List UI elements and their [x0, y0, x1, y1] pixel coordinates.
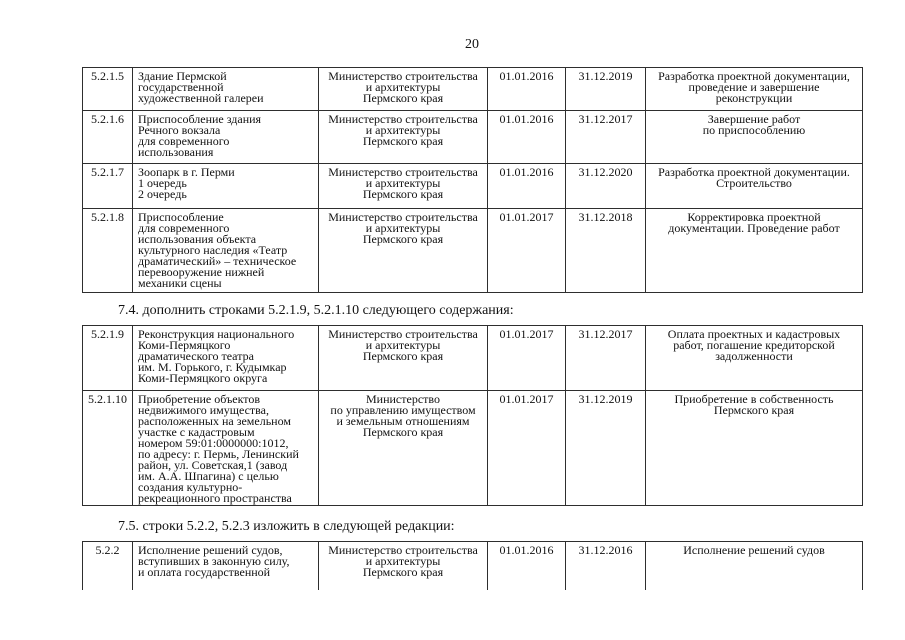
cell-object: Здание Пермской государственной художественной галереи — [133, 68, 319, 111]
cell-result: Приобретение в собственность Пермского края — [646, 391, 863, 506]
cell-end-date: 31.12.2019 — [566, 68, 646, 111]
cell-start-date: 01.01.2017 — [488, 326, 566, 391]
cell-object: Приспособление для современного использования объекта культурного наследия «Театр драматический» – техническое перевооружение нижней механики сцены — [133, 209, 319, 293]
cell-responsible: Министерство строительства и архитектуры Пермского края — [319, 209, 488, 293]
cell-number: 5.2.1.5 — [83, 68, 133, 111]
cell-end-date: 31.12.2018 — [566, 209, 646, 293]
cell-result: Завершение работ по приспособлению — [646, 111, 863, 164]
cell-number: 5.2.1.9 — [83, 326, 133, 391]
cell-end-date: 31.12.2017 — [566, 326, 646, 391]
table-row — [83, 326, 863, 391]
cell-end-date: 31.12.2019 — [566, 391, 646, 506]
table-row — [83, 209, 863, 293]
cell-number: 5.2.2 — [83, 542, 133, 590]
cell-start-date: 01.01.2016 — [488, 164, 566, 209]
cell-responsible: Министерство строительства и архитектуры Пермского края — [319, 542, 488, 590]
cell-object: Реконструкция национального Коми-Пермяцкого драматического театра им. М. Горького, г. Кудымкар Коми-Пермяцкого округа — [133, 326, 319, 391]
cell-object: Приспособление здания Речного вокзала для современного использования — [133, 111, 319, 164]
cell-responsible: Министерство строительства и архитектуры Пермского края — [319, 326, 488, 391]
objects-table-1 — [82, 67, 863, 293]
table-body — [83, 68, 863, 293]
objects-table-2 — [82, 325, 863, 506]
cell-result: Оплата проектных и кадастровых работ, погашение кредиторской задолженности — [646, 326, 863, 391]
cell-result: Разработка проектной документации, проведение и завершение реконструкции — [646, 68, 863, 111]
cell-start-date: 01.01.2016 — [488, 542, 566, 590]
cell-start-date: 01.01.2016 — [488, 68, 566, 111]
cell-result: Корректировка проектной документации. Проведение работ — [646, 209, 863, 293]
cell-end-date: 31.12.2017 — [566, 111, 646, 164]
table-body — [83, 542, 863, 590]
cell-number: 5.2.1.10 — [83, 391, 133, 506]
table-row — [83, 391, 863, 506]
cell-number: 5.2.1.7 — [83, 164, 133, 209]
cell-start-date: 01.01.2016 — [488, 111, 566, 164]
cell-responsible: Министерство строительства и архитектуры Пермского края — [319, 68, 488, 111]
cell-end-date: 31.12.2020 — [566, 164, 646, 209]
cell-responsible: Министерство строительства и архитектуры Пермского края — [319, 111, 488, 164]
cell-responsible: Министерство по управлению имуществом и земельным отношениям Пермского края — [319, 391, 488, 506]
amendment-7-4: 7.4. дополнить строками 5.2.1.9, 5.2.1.10 следующего содержания: — [118, 303, 514, 318]
cell-object: Приобретение объектов недвижимого имущества, расположенных на земельном участке с кадастровым номером 59:01:0000000:1012, по адресу: г. Пермь, Ленинский район, ул. Советская,1 (завод им. А.А. Шпагина) с целью создания культурно- рекреационного пространства — [133, 391, 319, 506]
page-number: 20 — [465, 37, 479, 52]
table-row — [83, 111, 863, 164]
cell-end-date: 31.12.2016 — [566, 542, 646, 590]
table-body — [83, 326, 863, 506]
cell-start-date: 01.01.2017 — [488, 391, 566, 506]
cell-object: Исполнение решений судов, вступивших в законную силу, и оплата государственной — [133, 542, 319, 590]
table-row — [83, 164, 863, 209]
cell-result: Исполнение решений судов — [646, 542, 863, 590]
cell-start-date: 01.01.2017 — [488, 209, 566, 293]
cell-responsible: Министерство строительства и архитектуры Пермского края — [319, 164, 488, 209]
cell-number: 5.2.1.8 — [83, 209, 133, 293]
cell-result: Разработка проектной документации. Строительство — [646, 164, 863, 209]
cell-number: 5.2.1.6 — [83, 111, 133, 164]
table-row — [83, 68, 863, 111]
amendment-7-5: 7.5. строки 5.2.2, 5.2.3 изложить в следующей редакции: — [118, 519, 455, 534]
objects-table-3 — [82, 541, 863, 590]
table-row — [83, 542, 863, 590]
cell-object: Зоопарк в г. Перми 1 очередь 2 очередь — [133, 164, 319, 209]
